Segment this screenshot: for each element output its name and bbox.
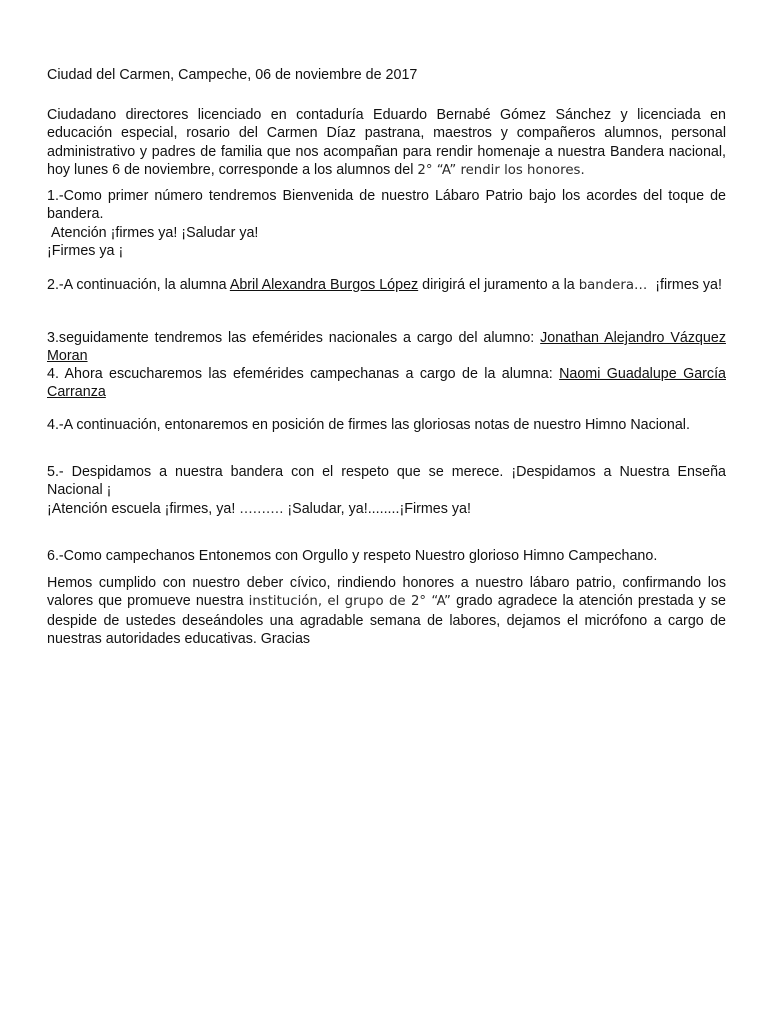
place-date-line <box>47 66 726 84</box>
item-5-dots-text: ………. <box>239 501 284 517</box>
item-4a-student-name: Naomi Guadalupe García Carranza <box>47 366 726 401</box>
item-5-commands-line <box>47 500 726 519</box>
item-4a-text: 4. Ahora escucharemos las efemérides campechanas a cargo de la alumna: <box>47 366 553 382</box>
item-2-after-text: ¡firmes ya! <box>655 277 722 293</box>
item-1-paragraph <box>47 187 726 260</box>
place-date-text: Ciudad del Carmen, Campeche, 06 de noviembre de 2017 <box>47 67 418 83</box>
closing-text-start: Hemos cumplido con nuestro deber cívico, rindiendo honores a nuestro lábaro patrio, confirmando los valores que promueve nuestra <box>47 575 726 610</box>
item-1-firmes-line: ¡Firmes ya ¡ <box>47 242 124 259</box>
item-2-bandera-text: bandera… <box>578 278 648 293</box>
item-1-text: 1.-Como primer número tendremos Bienvenida de nuestro Lábaro Patrio bajo los acordes del toque de bandera. <box>47 188 726 223</box>
item-1-command-line: Atención ¡firmes ya! ¡Saludar ya! <box>51 224 259 241</box>
item-3-text: 3.seguidamente tendremos las efemérides nacionales a cargo del alumno: <box>47 330 535 346</box>
item-5-text: 5.- Despidamos a nuestra bandera con el respeto que se merece. ¡Despidamos a Nuestra Enseña Nacional ¡ <box>47 464 726 499</box>
item-6-text: 6.-Como campechanos Entonemos con Orgullo y respeto Nuestro glorioso Himno Campechano. <box>47 548 658 564</box>
intro-text: Ciudadano directores licenciado en contaduría Eduardo Bernabé Gómez Sánchez y licenciada en educación especial, rosario del Carmen Díaz pastrana, maestros y compañeros alumnos, personal administrativo y padres de familia que nos acompañan para rendir homenaje a nuestra Bandera nacional, hoy lunes 6 de noviembre, corresponde a los alumnos del <box>47 107 726 178</box>
item-5-attention-text: ¡Atención escuela ¡firmes, ya! <box>47 500 236 517</box>
item-4b-paragraph <box>47 416 726 434</box>
item-3-paragraph <box>47 329 726 366</box>
item-2-middle-text: dirigirá el juramento a la <box>422 277 575 293</box>
intro-tail-text: 2° “A” rendir los honores. <box>417 162 585 178</box>
item-5-paragraph <box>47 463 726 519</box>
closing-paragraph <box>47 574 726 648</box>
item-4a-paragraph <box>47 365 726 402</box>
item-2-student-name: Abril Alexandra Burgos López <box>229 277 419 293</box>
intro-paragraph <box>47 106 726 180</box>
item-4b-text: 4.-A continuación, entonaremos en posición de firmes las gloriosas notas de nuestro Himno Nacional. <box>47 417 690 433</box>
item-2-paragraph <box>47 276 726 295</box>
item-3-student-name: Jonathan Alejandro Vázquez Moran <box>47 330 726 365</box>
item-5-saludar-text: ¡Saludar, ya!........¡Firmes ya! <box>287 500 471 517</box>
closing-institution-text: institución, el grupo de 2° “A” <box>248 594 451 610</box>
closing-text-end: grado agradece la atención prestada y se despide de ustedes deseándoles una agradable semana de labores, dejamos el micrófono a cargo de nuestras autoridades educativas. Gracias <box>47 593 726 647</box>
item-2-before-text: 2.-A continuación, la alumna <box>47 277 227 293</box>
item-6-paragraph <box>47 547 726 565</box>
